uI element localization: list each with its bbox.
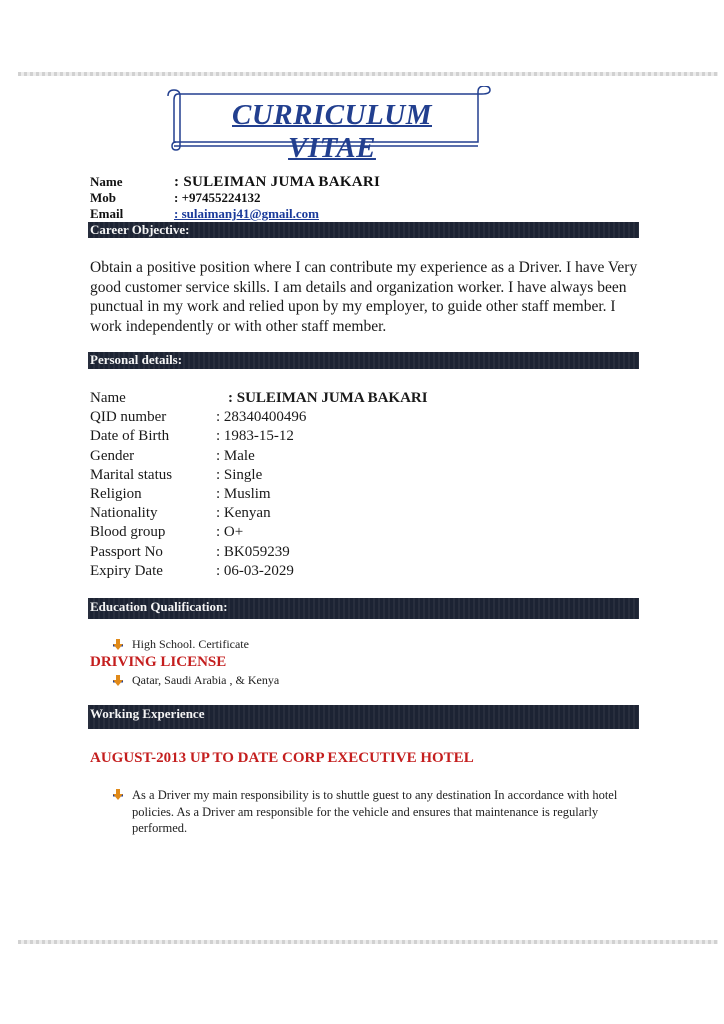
- contact-name-value: : SULEIMAN JUMA BAKARI: [174, 174, 381, 190]
- personal-value: : Muslim: [216, 485, 271, 502]
- personal-value: : SULEIMAN JUMA BAKARI: [228, 390, 428, 406]
- personal-label: Expiry Date: [90, 562, 163, 579]
- personal-label: Religion: [90, 485, 142, 502]
- personal-label: Gender: [90, 447, 135, 464]
- career-objective-text: Obtain a positive position where I can contribute my experience as a Driver. I have Very good customer service skills. I am details and organization worker. I have always been punctual in my work and relied upon by my employer, to guide other staff member. I work independently or with other staff member.: [90, 259, 638, 335]
- scan-edge-bottom: [18, 940, 718, 944]
- personal-value: : 06-03-2029: [216, 562, 294, 579]
- personal-label: QID number: [90, 409, 167, 426]
- personal-row: [90, 408, 428, 427]
- personal-value: : Male: [216, 447, 255, 464]
- contact-mob-row: [90, 190, 380, 206]
- driving-license-heading: DRIVING LICENSE: [90, 654, 227, 670]
- personal-row: [90, 447, 428, 466]
- arrow-down-bullet-icon: [112, 675, 124, 687]
- job-description-text: As a Driver my main responsibility is to shuttle guest to any destination In accordance with hotel policies. As a Driver am responsible for the vehicle and ensures that maintenance is regularly performed.: [132, 788, 618, 835]
- personal-value: : Kenyan: [216, 505, 271, 522]
- personal-label: Marital status: [90, 466, 173, 483]
- job-description-item: [112, 787, 632, 837]
- contact-name-row: [90, 174, 380, 190]
- education-item-text: High School. Certificate: [132, 637, 249, 651]
- personal-value: : O+: [216, 524, 244, 541]
- personal-row: [90, 543, 428, 562]
- section-bar-working-experience: Working Experience: [88, 705, 639, 729]
- contact-mob-label: Mob: [90, 190, 116, 205]
- contact-email-label: Email: [90, 206, 124, 221]
- personal-row: [90, 427, 428, 446]
- contact-email-link[interactable]: : sulaimanj41@gmail.com: [174, 206, 319, 221]
- contact-mob-value: : +97455224132: [174, 190, 261, 205]
- education-item: [112, 637, 249, 652]
- personal-details-list: [90, 389, 428, 581]
- job-heading: AUGUST-2013 UP TO DATE CORP EXECUTIVE HOTEL: [90, 750, 474, 766]
- personal-value: : BK059239: [216, 543, 290, 560]
- personal-row: [90, 466, 428, 485]
- personal-value: : Single: [216, 466, 263, 483]
- document-title: CURRICULUM VITAE: [232, 99, 432, 164]
- personal-label: Passport No: [90, 543, 163, 560]
- contact-email-row: [90, 206, 380, 222]
- personal-row: [90, 523, 428, 542]
- personal-label: Name: [90, 390, 126, 406]
- section-bar-personal-details: Personal details:: [88, 352, 639, 369]
- section-bar-career-objective: Career Objective:: [88, 222, 639, 238]
- title-scroll-banner: [164, 86, 494, 164]
- personal-row: [90, 389, 428, 408]
- personal-value: : 1983-15-12: [216, 428, 294, 445]
- scan-edge-top: [18, 72, 718, 76]
- personal-row: [90, 485, 428, 504]
- contact-name-label: Name: [90, 174, 123, 189]
- personal-row: [90, 562, 428, 581]
- arrow-down-bullet-icon: [112, 639, 124, 651]
- contact-header: [90, 174, 380, 222]
- arrow-down-bullet-icon: [112, 789, 124, 801]
- personal-label: Nationality: [90, 505, 158, 522]
- personal-value: : 28340400496: [216, 409, 307, 426]
- license-item: [112, 673, 279, 688]
- section-bar-education: Education Qualification:: [88, 598, 639, 619]
- personal-row: [90, 504, 428, 523]
- license-item-text: Qatar, Saudi Arabia , & Kenya: [132, 673, 280, 687]
- personal-label: Date of Birth: [90, 428, 170, 445]
- personal-label: Blood group: [90, 524, 166, 541]
